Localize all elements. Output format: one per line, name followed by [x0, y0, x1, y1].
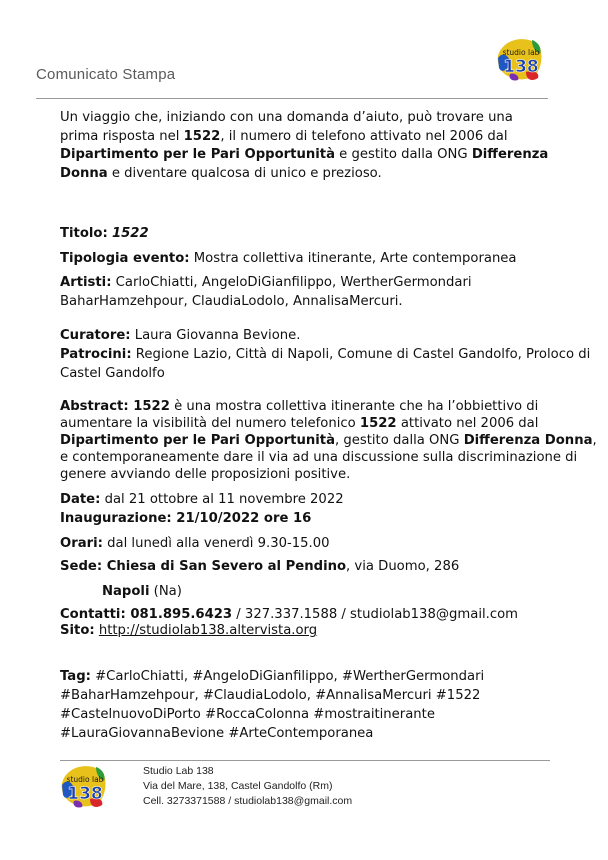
contatti-line: Contatti: 081.895.6423 / 327.337.1588 / studiolab138@gmail.com — [60, 607, 519, 622]
svg-text:studio lab: studio lab — [66, 775, 104, 784]
footer-divider — [60, 760, 550, 761]
studio-lab-logo — [496, 36, 544, 82]
sito-line: Sito: http://studiolab138.altervista.org — [60, 623, 318, 638]
abstract-paragraph: Abstract: 1522 è una mostra collettiva itinerante che ha l’obbiettivo di aumentare la visibilità del numero telefonico 1522 attivato nel 2006 dal Dipartimento per le Pari Opportunità, gestito dalla ONG Differenza Donna, e contemporaneamente dare il via ad una discussione sulla discriminazione di genere avviando delle proposizioni positive. — [60, 399, 597, 482]
tags-block: Tag: #CarloChiatti, #AngeloDiGianfilippo, #WertherGermondari #BaharHamzehpour, #ClaudiaLodolo, #AnnalisaMercuri #1522 #CastelnuovoDiPorto #RoccaColonna #mostraitinerante #LauraGiovannaBevione #ArteContemporanea — [60, 669, 485, 741]
footer-logo — [60, 763, 108, 809]
website-link[interactable]: http://studiolab138.altervista.org — [98, 623, 318, 638]
document-title: Comunicato Stampa — [36, 66, 176, 83]
svg-text:138: 138 — [503, 57, 539, 77]
intro-paragraph: Un viaggio che, iniziando con una domanda d’aiuto, può trovare una prima risposta nel 1522, il numero di telefono attivato nel 2006 dal Dipartimento per le Pari Opportunità e gestito dalla ONG Differenza Donna e diventare qualcosa di unico e prezioso. — [60, 110, 549, 181]
header-divider — [36, 98, 548, 99]
orari-line: Orari: dal lunedì alla venerdì 9.30-15.00 — [60, 536, 330, 551]
tipologia-line: Tipologia evento: Mostra collettiva itinerante, Arte contemporanea — [60, 251, 517, 266]
footer-contact: Cell. 3273371588 / studiolab138@gmail.com — [143, 795, 353, 807]
svg-text:studio lab: studio lab — [502, 48, 540, 57]
sede-line: Sede: Chiesa di San Severo al Pendino, via Duomo, 286 — [60, 559, 460, 574]
titolo-line: Titolo: 1522 — [60, 226, 149, 241]
footer-address: Via del Mare, 138, Castel Gandolfo (Rm) — [143, 780, 333, 792]
date-line: Date: dal 21 ottobre al 11 novembre 2022 — [60, 492, 344, 507]
footer-info — [143, 764, 352, 809]
city-line: Napoli (Na) — [102, 584, 182, 599]
svg-text:138: 138 — [67, 784, 103, 804]
footer-name: Studio Lab 138 — [143, 765, 214, 777]
curatore-line: Curatore: Laura Giovanna Bevione. — [60, 328, 301, 343]
artisti-block: Artisti: CarloChiatti, AngeloDiGianfilippo, WertherGermondari BaharHamzehpour, ClaudiaLodolo, AnnalisaMercuri. — [60, 275, 472, 309]
inaugurazione-line: Inaugurazione: 21/10/2022 ore 16 — [60, 511, 312, 526]
patrocini-block: Patrocini: Regione Lazio, Città di Napoli, Comune di Castel Gandolfo, Proloco di Castel Gandolfo — [60, 347, 591, 381]
